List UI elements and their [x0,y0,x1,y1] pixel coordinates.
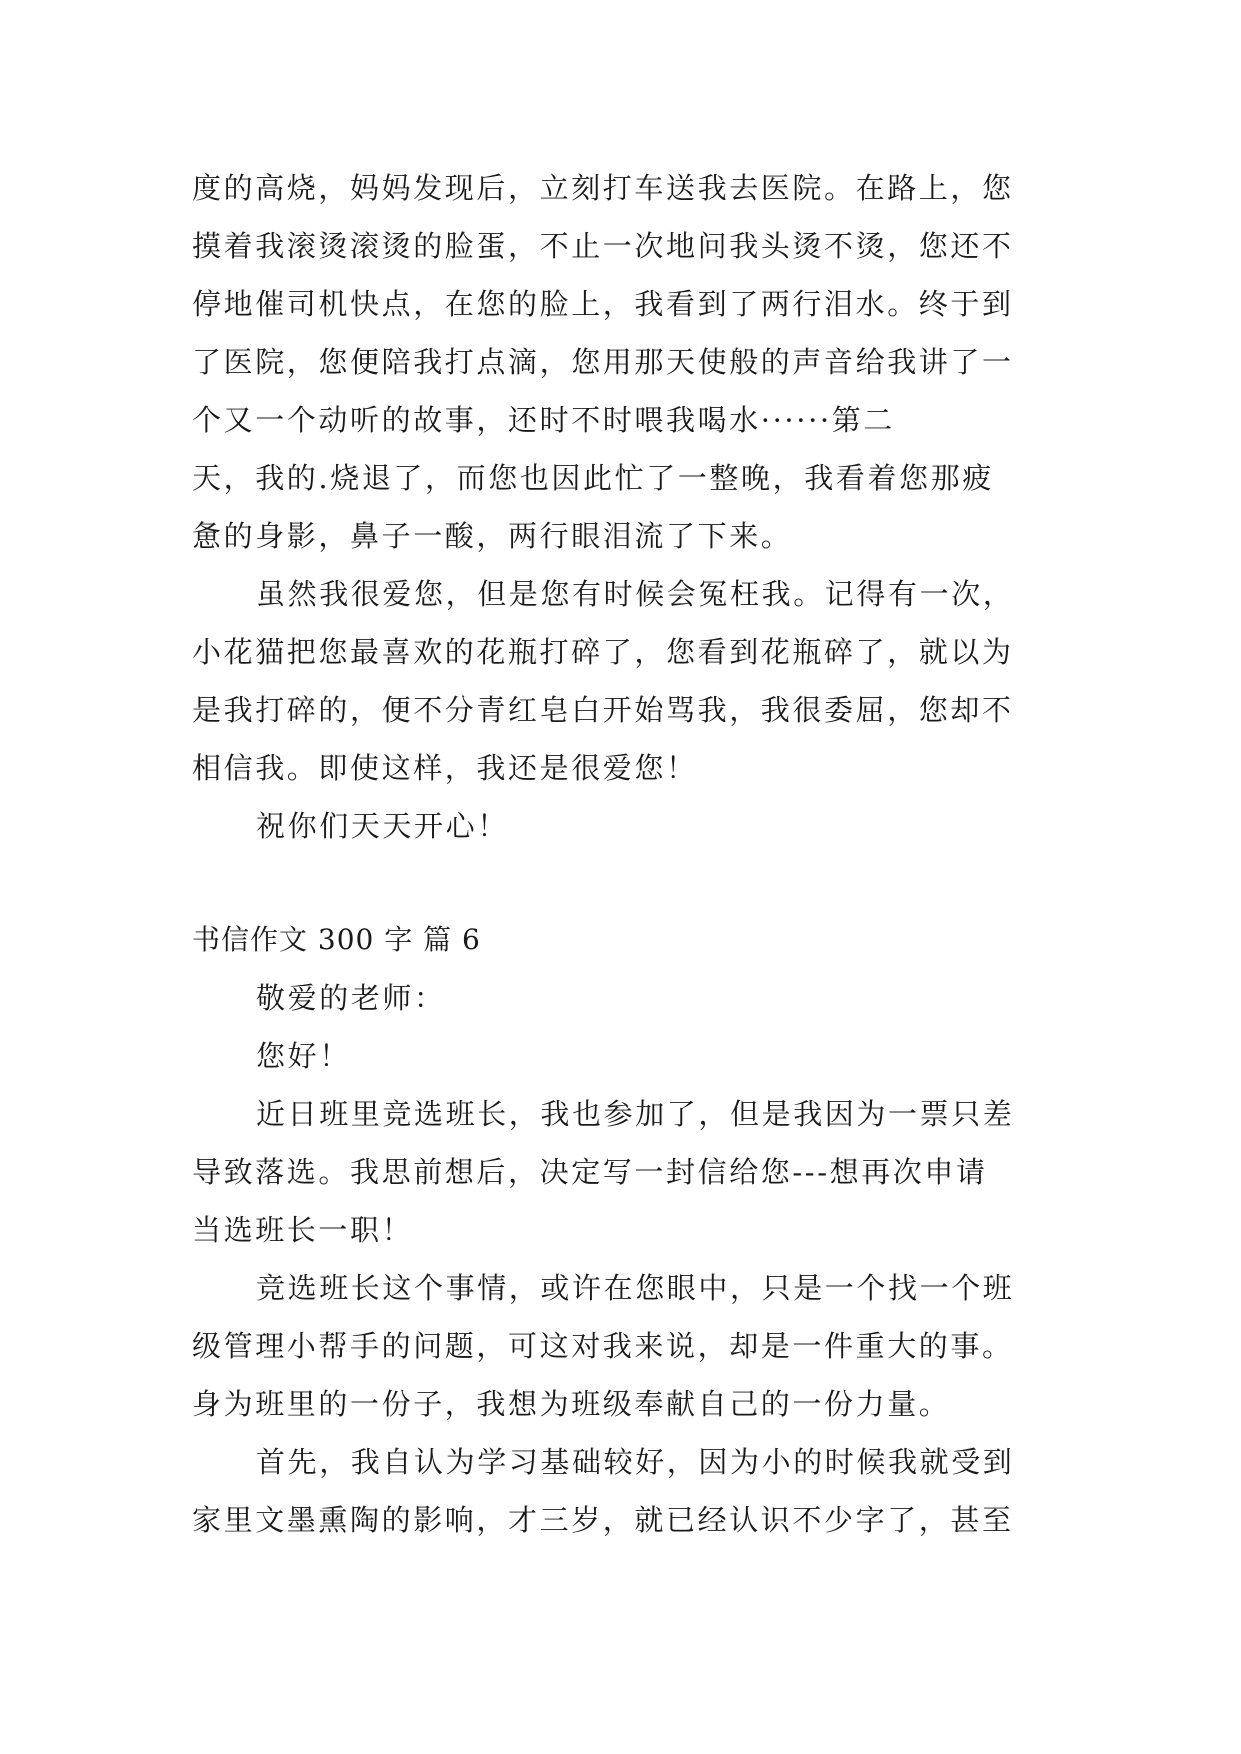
text-line: 导致落选。我思前想后，决定写一封信给您---想再次申请 [192,1155,988,1189]
greeting: 您好！ [256,1039,351,1073]
text-line: 级管理小帮手的问题，可这对我来说，却是一件重大的事。 [192,1329,1014,1363]
text-line: 小花猫把您最喜欢的花瓶打碎了，您看到花瓶碎了，就以为 [192,635,1014,669]
text-line: 摸着我滚烫滚烫的脸蛋，不止一次地问我头烫不烫，您还不 [192,229,1014,263]
text-line: 相信我。即使这样，我还是很爱您！ [192,751,698,785]
section-heading: 书信作文 300 字 篇 6 [192,923,481,956]
salutation: 敬爱的老师： [256,981,446,1015]
text-line: 个又一个动听的故事，还时不时喂我喝水······第二 [192,403,895,437]
text-line: 停地催司机快点，在您的脸上，我看到了两行泪水。终于到 [192,287,1014,321]
text-line: 家里文墨熏陶的影响，才三岁，就已经认识不少字了，甚至 [192,1503,1014,1537]
text-line: 天，我的.烧退了，而您也因此忙了一整晚，我看着您那疲 [192,461,994,495]
paragraph-start-line: 首先，我自认为学习基础较好，因为小的时候我就受到 [256,1445,1015,1479]
paragraph-start-line: 竞选班长这个事情，或许在您眼中，只是一个找一个班 [256,1271,1015,1305]
text-line: 当选班长一职！ [192,1213,414,1247]
paragraph-start-line: 虽然我很爱您，但是您有时候会冤枉我。记得有一次， [256,577,1015,611]
text-line: 度的高烧，妈妈发现后，立刻打车送我去医院。在路上，您 [192,171,1014,205]
text-line: 了医院，您便陪我打点滴，您用那天使般的声音给我讲了一 [192,345,1014,379]
text-line: 是我打碎的，便不分青红皂白开始骂我，我很委屈，您却不 [192,693,1014,727]
text-line: 惫的身影，鼻子一酸，两行眼泪流了下来。 [192,519,793,553]
closing-line: 祝你们天天开心！ [256,809,509,843]
text-line: 身为班里的一份子，我想为班级奉献自己的一份力量。 [192,1387,951,1421]
paragraph-start-line: 近日班里竞选班长，我也参加了，但是我因为一票只差 [256,1097,1015,1131]
